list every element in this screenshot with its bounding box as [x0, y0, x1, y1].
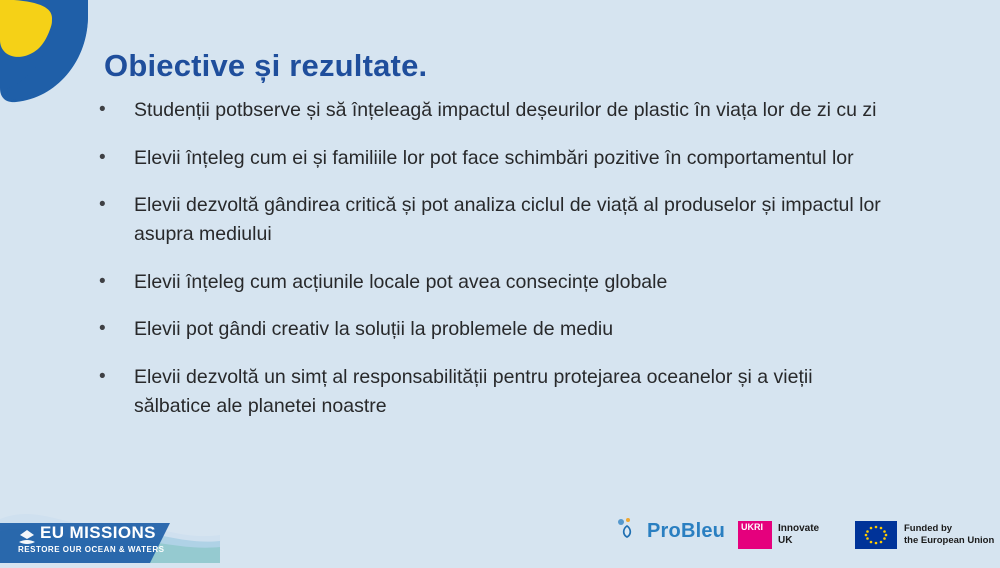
- list-item: [92, 363, 892, 420]
- eu-funded-line2: the European Union: [904, 535, 995, 546]
- bullet-marker-icon: •: [99, 270, 106, 292]
- innovate-uk-line1: Innovate: [778, 522, 820, 534]
- eu-missions-title: EU MISSIONS: [40, 523, 156, 542]
- innovate-uk-logo: [738, 521, 819, 549]
- eu-funded-logo: [855, 521, 994, 549]
- bullet-marker-icon: •: [99, 318, 106, 340]
- bullet-marker-icon: •: [99, 146, 106, 168]
- list-item-label: Elevii înțeleg cum ei și familiile lor pot face schimbări pozitive în comportamentul lor: [134, 146, 854, 169]
- eu-missions-badge: [0, 501, 220, 563]
- ukri-badge: UKRI: [738, 521, 772, 549]
- eu-funded-label: [904, 523, 994, 548]
- probleu-logo: [614, 516, 725, 547]
- eu-funded-line1: Funded by: [904, 522, 953, 534]
- list-item-label: Studenții potbserve și să înțeleagă impactul deșeurilor de plastic în viața lor de zi cu zi: [134, 99, 877, 121]
- eu-flag-icon: [855, 521, 897, 549]
- bullet-marker-icon: •: [99, 194, 106, 216]
- list-item: [92, 144, 892, 173]
- list-item: [92, 315, 892, 344]
- list-item: [92, 96, 892, 125]
- innovate-uk-label: [778, 523, 819, 548]
- bullet-marker-icon: •: [99, 365, 106, 387]
- probleu-name: ProBleu: [647, 520, 726, 542]
- slide-footer: [0, 501, 1000, 563]
- list-item-label: Elevii dezvoltă gândirea critică și pot analiza ciclul de viață al produselor și impactul lor asupra mediului: [134, 194, 881, 245]
- list-item-label: Elevii dezvoltă un simț al responsabilității pentru protejarea oceanelor și a vieții sălbatice ale planetei noastre: [134, 365, 813, 417]
- page-title: Obiective și rezultate.: [104, 48, 428, 83]
- list-item: [92, 191, 892, 248]
- list-item-label: Elevii pot gândi creativ la soluții la problemele de mediu: [134, 318, 614, 341]
- probleu-water-drop-icon: [614, 516, 640, 547]
- decorative-swoosh-graphic: [0, 0, 120, 105]
- bullet-marker-icon: •: [99, 99, 106, 120]
- eu-missions-subtitle: RESTORE OUR OCEAN & WATERS: [18, 545, 165, 554]
- innovate-uk-line2: UK: [778, 535, 793, 546]
- objectives-list: [92, 96, 892, 439]
- list-item: [92, 268, 892, 297]
- list-item-label: Elevii înțeleg cum acțiunile locale pot avea consecințe globale: [134, 270, 668, 293]
